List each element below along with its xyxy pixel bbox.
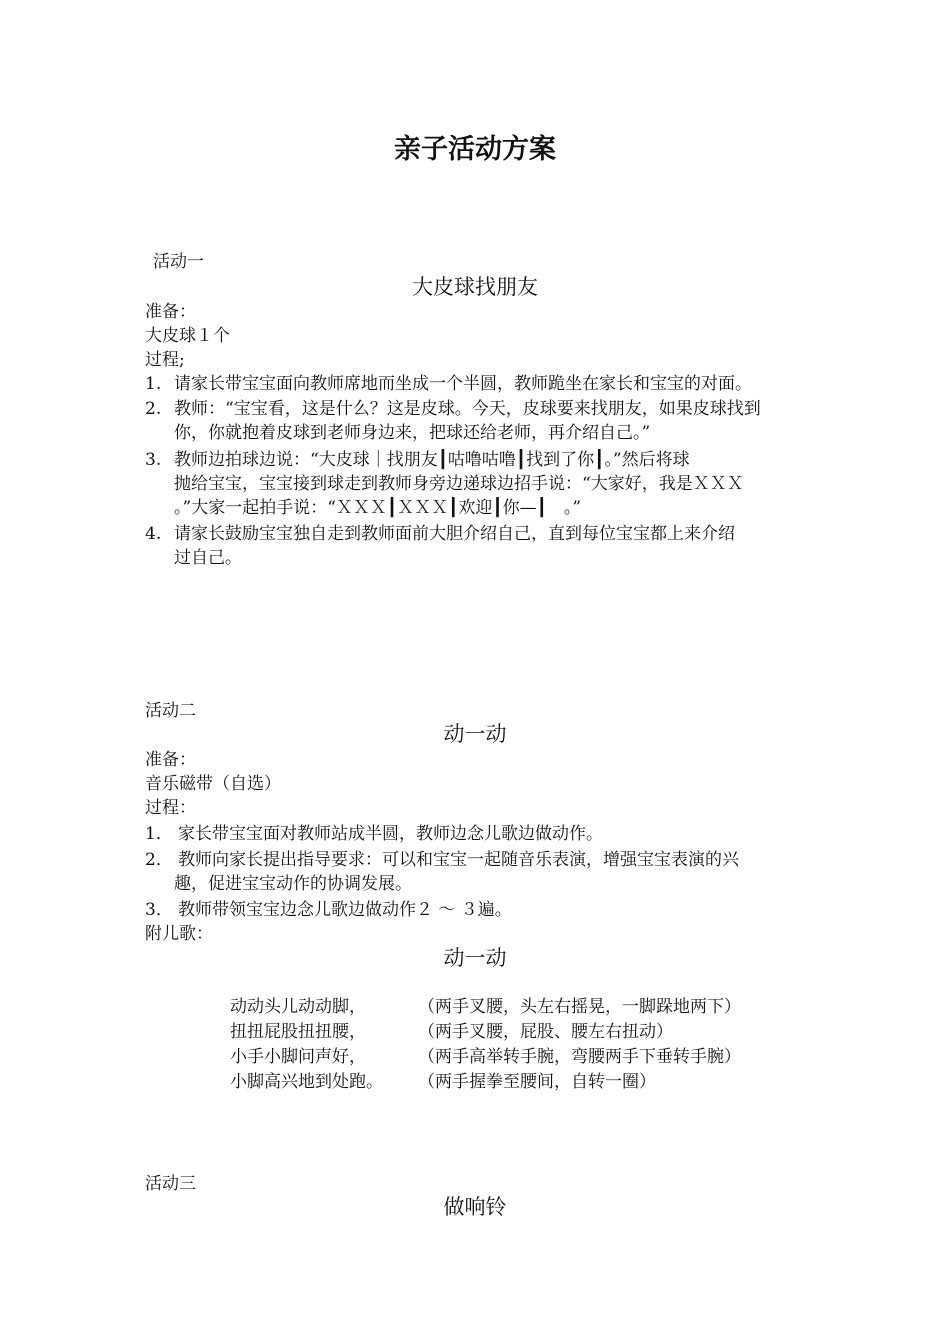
song-title: 动一动	[443, 946, 507, 970]
step-number: 3．	[145, 900, 173, 920]
song-action: （两手叉腰，屁股、腰左右扭动）	[418, 1022, 673, 1042]
activity2-label: 活动二	[145, 701, 196, 721]
step-text: 请家长鼓励宝宝独自走到教师面前大胆介绍自己，直到每位宝宝都上来介绍	[174, 524, 735, 544]
activity1-prep: 大皮球１个	[145, 326, 230, 346]
song-lyric: 动动头儿动动脚，	[230, 997, 366, 1017]
activity2-prep: 音乐磁带（自选）	[145, 774, 281, 794]
document-title: 亲子活动方案	[394, 134, 556, 165]
activity1-label: 活动一	[153, 252, 204, 272]
step-text: 你，你就抱着皮球到老师身边来，把球还给老师，再介绍自己。”	[174, 423, 651, 443]
song-label: 附儿歌：	[145, 924, 213, 944]
song-lyric: 小脚高兴地到处跑。	[230, 1072, 383, 1092]
step-text: 教师：“宝宝看，这是什么？这是皮球。今天，皮球要来找朋友，如果皮球找到	[174, 399, 761, 419]
step-text: 家长带宝宝面对教师站成半圆，教师边念儿歌边做动作。	[178, 824, 603, 844]
activity2-name: 动一动	[443, 722, 507, 746]
step-text: 抛给宝宝，宝宝接到球走到教师身旁边递球边招手说：“大家好，我是ＸＸＸ	[174, 474, 744, 494]
step-number: 1．	[145, 824, 173, 844]
activity2-prep-label: 准备：	[145, 750, 196, 770]
step-number: 2．	[145, 850, 173, 870]
activity2-process-label: 过程：	[145, 798, 196, 818]
step-number: 1.	[145, 374, 162, 394]
step-number: 3.	[145, 450, 162, 470]
activity3-label: 活动三	[145, 1174, 196, 1194]
step-text: 教师边拍球边说：“大皮球｜找朋友┃咕噜咕噜┃找到了你┃。”然后将球	[174, 450, 690, 470]
song-action: （两手握拳至腰间，自转一圈）	[418, 1072, 656, 1092]
activity1-process-label: 过程;	[145, 350, 185, 370]
song-lyric: 小手小脚问声好，	[230, 1047, 366, 1067]
activity1-prep-label: 准备：	[145, 302, 196, 322]
song-lyric: 扭扭屁股扭扭腰，	[230, 1022, 366, 1042]
step-text: 请家长带宝宝面向教师席地而坐成一个半圆，教师跪坐在家长和宝宝的对面。	[174, 374, 752, 394]
step-number: 4.	[145, 524, 162, 544]
step-text: 。”大家一起拍手说：“ＸＸＸ┃ＸＸＸ┃欢迎┃你—┃ 。”	[174, 498, 582, 518]
step-text: 教师向家长提出指导要求：可以和宝宝一起随音乐表演，增强宝宝表演的兴	[178, 850, 739, 870]
song-action: （两手叉腰，头左右摇晃，一脚跺地两下）	[418, 997, 741, 1017]
step-text: 趣，促进宝宝动作的协调发展。	[174, 874, 412, 894]
step-text: 过自己。	[174, 548, 242, 568]
step-number: 2.	[145, 399, 162, 419]
activity1-name: 大皮球找朋友	[412, 275, 538, 299]
step-text: 教师带领宝宝边念儿歌边做动作２ ～ ３遍。	[178, 900, 512, 920]
song-action: （两手高举转手腕，弯腰两手下垂转手腕）	[418, 1047, 741, 1067]
activity3-name: 做响铃	[443, 1195, 507, 1219]
